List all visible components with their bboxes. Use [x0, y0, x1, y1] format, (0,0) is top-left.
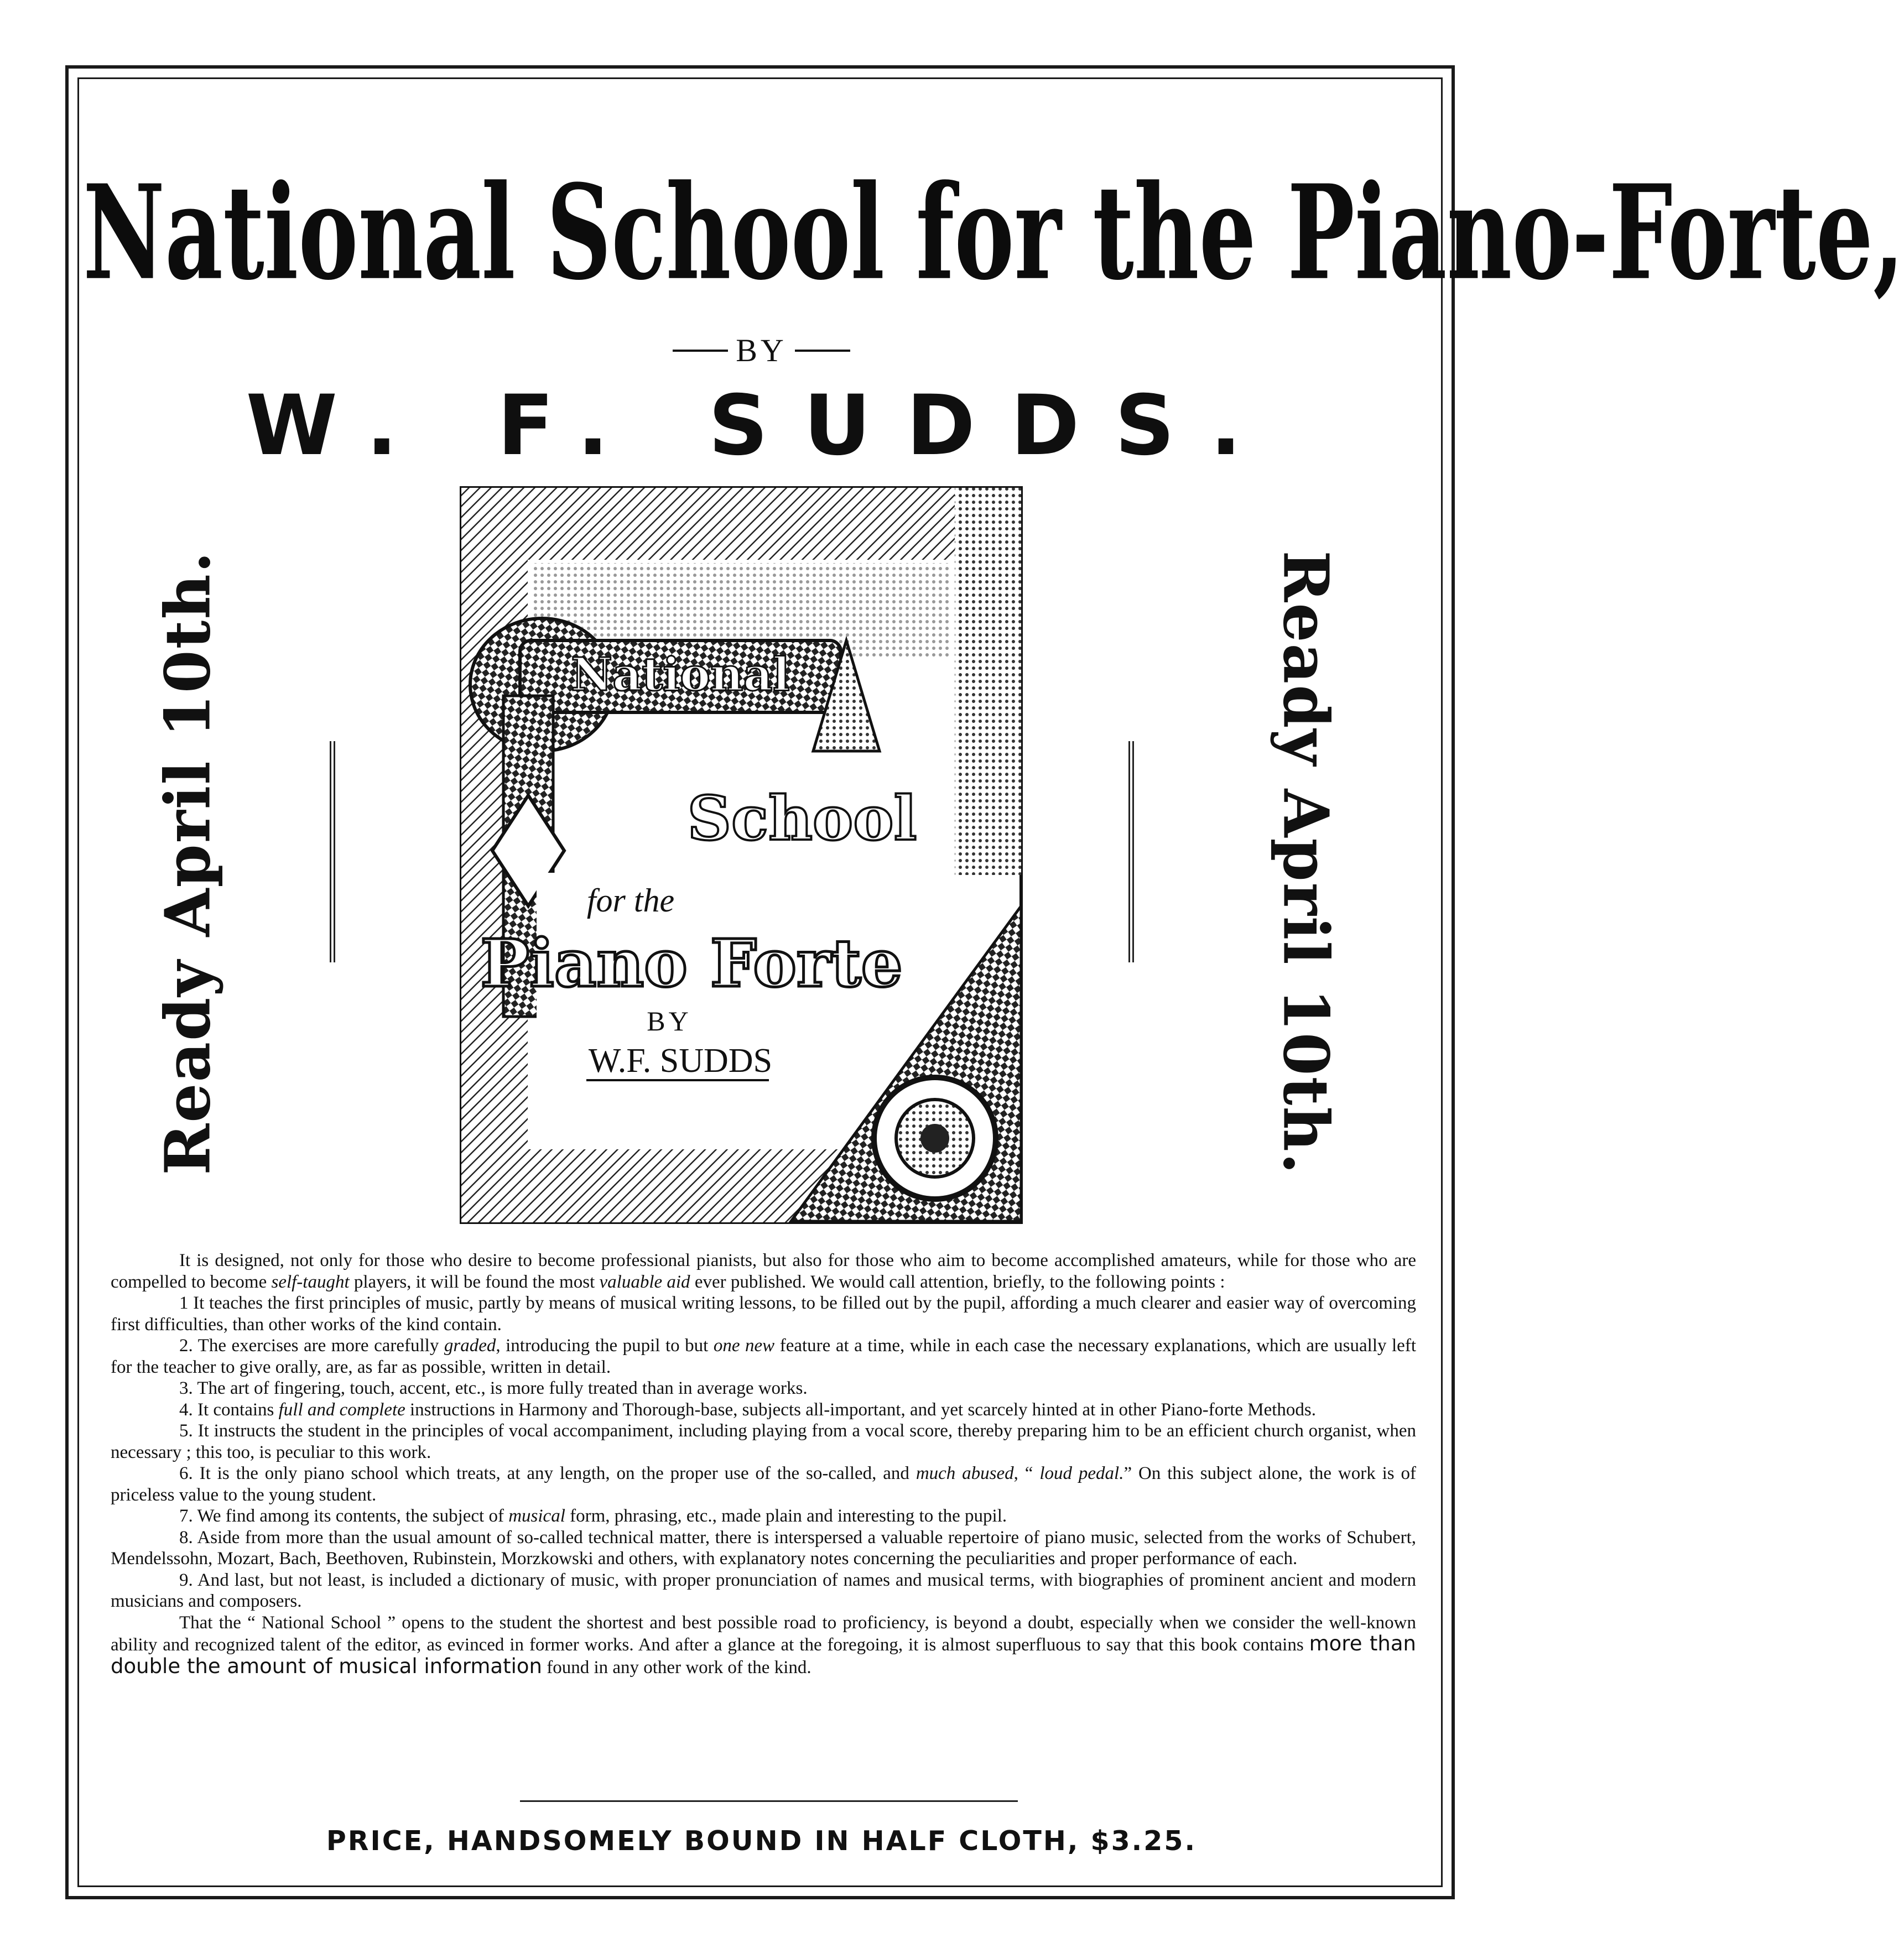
vertical-double-rule-left — [330, 741, 335, 962]
cover-title-line6: W.F. SUDDS — [588, 1042, 773, 1080]
point-6: 6. It is the only piano school which treats, at any length, on the proper use of the so-called, and much abused, “ loud pedal.” On this subject alone, the work is of priceless value to the young student. — [111, 1463, 1417, 1505]
point-8: 8. Aside from more than the usual amount of so-called technical matter, there is interspersed a valuable repertoire of piano music, selected from the works of Schubert, Mendelssohn, Mozart, Bach, Beethoven, Rubinstein, Morzkowski and others, with explanatory notes concerning the peculiarities and proper performance of each. — [111, 1527, 1416, 1569]
cover-title-line5: BY — [647, 1006, 692, 1036]
intro-paragraph: It is designed, not only for those who desire to become professional pianists, but also for those who aim to become accomplished amateurs, while for those who are compelled to become self-taught players, it will be found the most valuable aid ever published. We would call attention, briefly, to the following points : — [111, 1251, 1416, 1292]
point-5: 5. It instructs the student in the principles of vocal accompaniment, including playing from a vocal score, thereby preparing him to be an efficient church organist, when necessary ; this too, is peculiar to this work. — [111, 1421, 1416, 1462]
point-4: 4. It contains full and complete instructions in Harmony and Thorough-base, subjects all-important, and yet scarcely hinted at in other Piano-forte Methods. — [179, 1399, 1317, 1420]
price-line: PRICE, HANDSOMELY BOUND IN HALF CLOTH, $3.25. — [326, 1825, 1197, 1857]
side-banner-right — [1258, 531, 1352, 1195]
cover-title-line4: Piano Forte — [480, 925, 903, 1002]
side-banner-left — [141, 531, 235, 1195]
description-text — [111, 1250, 1416, 1678]
cover-title-line2: School — [687, 783, 917, 854]
byline-text: BY — [736, 332, 787, 368]
point-3: 3. The art of fingering, touch, accent, etc., is more fully treated than in average works. — [179, 1378, 808, 1398]
book-cover-illustration — [459, 486, 1023, 1225]
cover-title-line3: for the — [586, 882, 675, 919]
point-1: 1 It teaches the first principles of music, partly by means of musical writing lessons, to be filled out by the pupil, affording a much clearer and easier way of overcoming first difficulties, than other works of the kind contain. — [111, 1293, 1416, 1335]
point-9: 9. And last, but not least, is included a dictionary of music, with proper pronunciation of names and musical terms, with biographies of prominent ancient and modern musicians and composers. — [111, 1570, 1416, 1611]
page-title: National School for the Piano-Forte, — [83, 157, 1904, 310]
price-divider — [520, 1800, 1018, 1802]
side-banner-left-text: Ready April 10th. — [152, 550, 225, 1175]
byline-rule-left — [673, 350, 728, 352]
point-2: 2. The exercises are more carefully graded, introducing the pupil to but one new feature at a time, while in each case the necessary explanations, which are usually left for the teacher to give orally, are, as far as possible, written in detail. — [111, 1336, 1416, 1377]
byline — [0, 332, 1523, 369]
closing-paragraph: That the “ National School ” opens to the student the shortest and best possible road to proficiency, is beyond a doubt, especially when we consider the well-known ability and recognized talent of the editor, as evinced in former works. And after a glance at the foregoing, it is almost superfluous to say that this book contains more than double the amount of musical information found in any other work of the kind. — [111, 1612, 1416, 1678]
vertical-double-rule-right — [1128, 741, 1134, 962]
cover-title-line1: National — [571, 648, 790, 701]
byline-rule-right — [795, 350, 850, 352]
side-banner-right-text: Ready April 10th. — [1269, 550, 1342, 1175]
author-name: W. F. SUDDS. — [246, 378, 1277, 474]
point-7: 7. We find among its contents, the subject of musical form, phrasing, etc., made plain and interesting to the pupil. — [179, 1506, 1007, 1526]
